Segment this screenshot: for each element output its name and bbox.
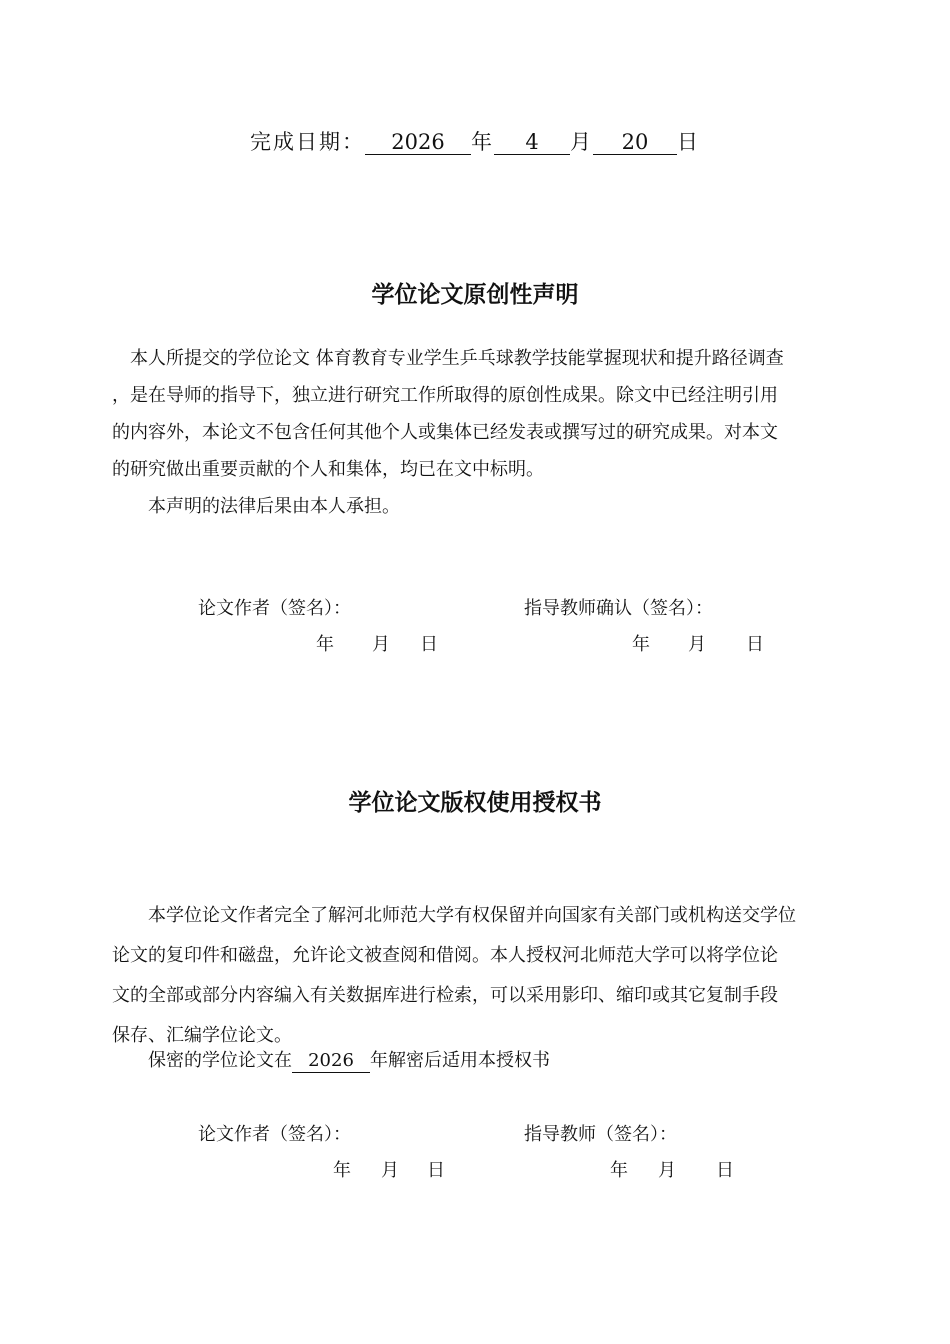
- copyright-body: [112, 896, 842, 1056]
- secret-prefix: 保密的学位论文在: [148, 1050, 292, 1071]
- day-unit: 日: [746, 634, 764, 655]
- originality-advisor-date: [632, 630, 764, 656]
- originality-advisor-sign: 指导教师确认（签名）：: [524, 598, 713, 619]
- copyright-line: 保存、汇编学位论文。: [112, 1025, 292, 1046]
- completion-day: 20: [593, 130, 677, 155]
- completion-month-unit: 月: [570, 130, 593, 154]
- originality-line: 本人所提交的学位论文 体育教育专业学生乒乓球教学技能掌握现状和提升路径调查: [130, 348, 784, 369]
- month-unit: 月: [658, 1160, 676, 1181]
- originality-line: ，是在导师的指导下，独立进行研究工作所取得的原创性成果。除文中已经注明引用: [112, 385, 778, 406]
- completion-year-unit: 年: [471, 130, 494, 154]
- secret-clause: [148, 1046, 550, 1073]
- year-unit: 年: [316, 634, 334, 655]
- completion-day-unit: 日: [677, 130, 700, 154]
- day-unit: 日: [716, 1160, 734, 1181]
- month-unit: 月: [381, 1160, 399, 1181]
- copyright-line: 论文的复印件和磁盘，允许论文被查阅和借阅。本人授权河北师范大学可以将学位论: [112, 945, 778, 966]
- originality-line: 的研究做出重要贡献的个人和集体，均已在文中标明。: [112, 459, 544, 480]
- month-unit: 月: [372, 634, 390, 655]
- day-unit: 日: [427, 1160, 445, 1181]
- copyright-line: 文的全部或部分内容编入有关数据库进行检索，可以采用影印、缩印或其它复制手段: [112, 985, 778, 1006]
- originality-body: [112, 340, 842, 525]
- secret-suffix: 年解密后适用本授权书: [370, 1050, 550, 1071]
- month-unit: 月: [688, 634, 706, 655]
- completion-date: [0, 126, 950, 156]
- year-unit: 年: [610, 1160, 628, 1181]
- copyright-author-sign: 论文作者（签名）：: [198, 1124, 351, 1145]
- copyright-author-date: [333, 1156, 445, 1182]
- originality-author-sign: 论文作者（签名）：: [198, 598, 351, 619]
- year-unit: 年: [333, 1160, 351, 1181]
- copyright-advisor-date: [610, 1156, 734, 1182]
- originality-title: 学位论文原创性声明: [371, 282, 579, 308]
- originality-author-date: [316, 630, 438, 656]
- completion-year: 2026: [365, 130, 471, 155]
- completion-month: 4: [494, 130, 570, 155]
- copyright-advisor-sign: 指导教师（签名）：: [524, 1124, 677, 1145]
- completion-date-label: 完成日期：: [250, 130, 365, 154]
- day-unit: 日: [420, 634, 438, 655]
- copyright-title: 学位论文版权使用授权书: [348, 790, 602, 816]
- copyright-line: 本学位论文作者完全了解河北师范大学有权保留并向国家有关部门或机构送交学位: [148, 905, 796, 926]
- originality-line: 的内容外，本论文不包含任何其他个人或集体已经发表或撰写过的研究成果。对本文: [112, 422, 778, 443]
- originality-liability: 本声明的法律后果由本人承担。: [148, 496, 400, 517]
- secret-year: 2026: [292, 1050, 370, 1073]
- year-unit: 年: [632, 634, 650, 655]
